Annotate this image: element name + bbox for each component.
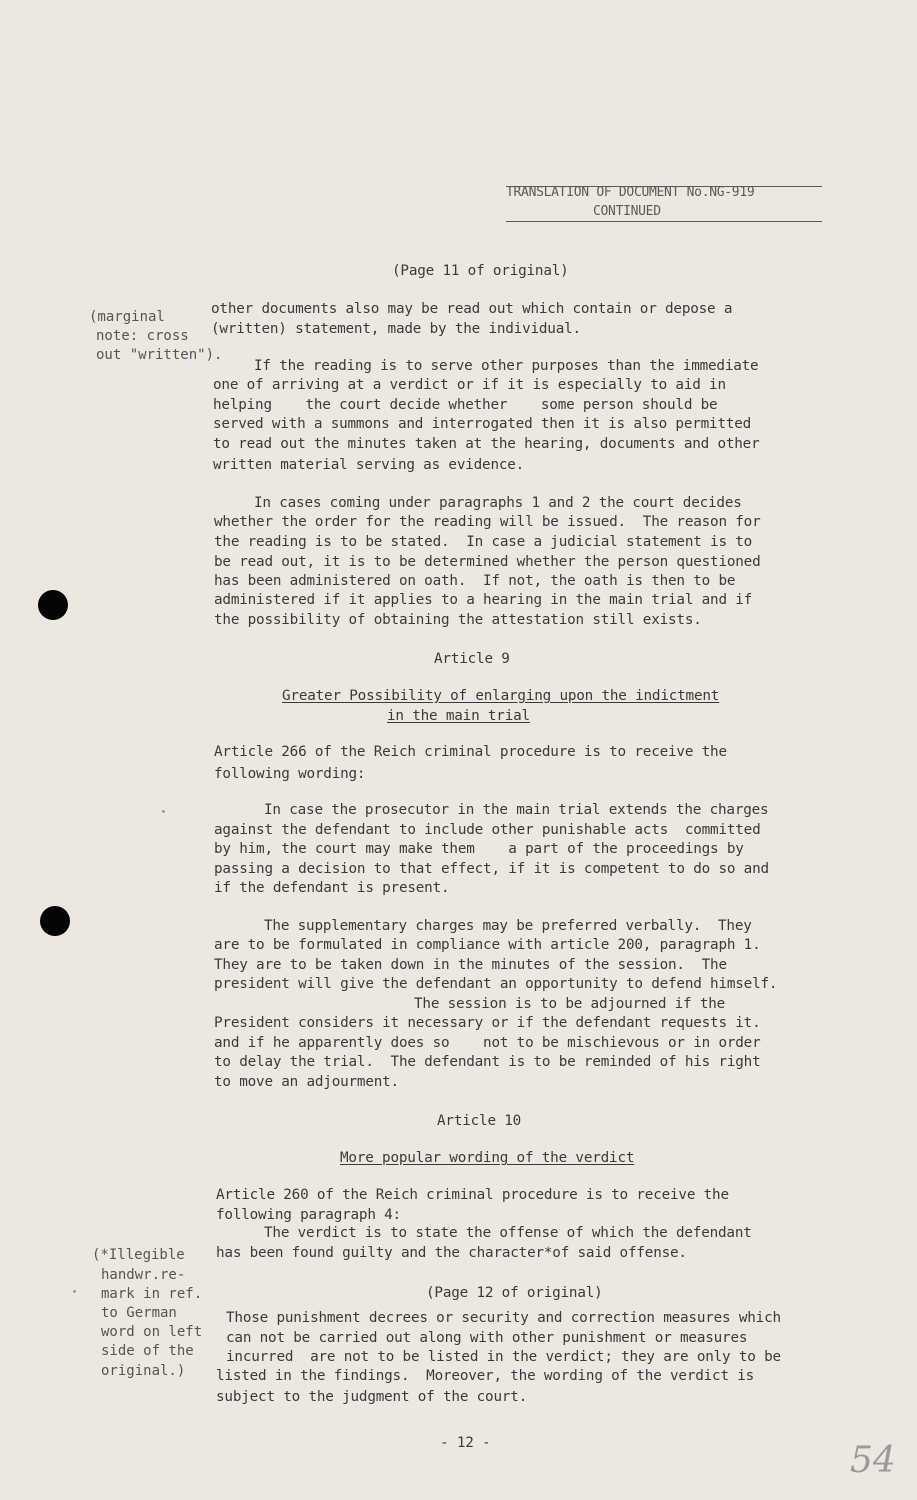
text-line: Those punishment decrees or security and correction measures which xyxy=(226,1310,781,1326)
header-rule-bottom xyxy=(506,221,822,222)
margin-note-line: mark in ref. xyxy=(101,1286,203,1302)
text-line: following paragraph 4: xyxy=(216,1207,401,1223)
text-line: are to be formulated in compliance with article 200, paragraph 1. xyxy=(214,937,761,953)
margin-note-line: out "written"). xyxy=(96,347,223,363)
document-title: TRANSLATION OF DOCUMENT No.NG-919 xyxy=(506,185,755,200)
text-line: and if he apparently does so not to be mischievous or in order xyxy=(214,1035,761,1051)
text-line: passing a decision to that effect, if it is competent to do so and xyxy=(214,861,769,877)
speck xyxy=(73,1290,76,1293)
text-line: In case the prosecutor in the main trial extends the charges xyxy=(264,802,769,818)
text-line: Article 260 of the Reich criminal procedure is to receive the xyxy=(216,1187,729,1203)
punch-hole-icon xyxy=(40,906,70,936)
text-line: The supplementary charges may be preferred verbally. They xyxy=(264,918,752,934)
text-line: has been found guilty and the character*of said offense. xyxy=(216,1245,687,1261)
article-9-title: in the main trial xyxy=(387,708,530,724)
text-line: following wording: xyxy=(214,766,366,782)
text-line: The session is to be adjourned if the xyxy=(414,996,726,1012)
text-line: incurred are not to be listed in the verdict; they are only to be xyxy=(226,1349,781,1365)
text-line: President considers it necessary or if the defendant requests it. xyxy=(214,1015,761,1031)
margin-note-line: original.) xyxy=(101,1363,186,1379)
margin-note-line: note: cross xyxy=(96,328,189,344)
text-line: be read out, it is to be determined whether the person questioned xyxy=(214,554,761,570)
margin-note-line: to German xyxy=(101,1305,177,1321)
margin-note-line: (*Illegible xyxy=(92,1247,185,1263)
article-9-title: Greater Possibility of enlarging upon the indictment xyxy=(282,688,720,704)
text-line: to read out the minutes taken at the hearing, documents and other xyxy=(213,436,760,452)
text-line: written material serving as evidence. xyxy=(213,457,525,473)
text-line: served with a summons and interrogated then it is also permitted xyxy=(213,416,752,432)
page-number: - 12 - xyxy=(440,1435,491,1451)
text-line: whether the order for the reading will be issued. The reason for xyxy=(214,514,761,530)
text-line: If the reading is to serve other purposes than the immediate xyxy=(254,358,759,374)
text-line: if the defendant is present. xyxy=(214,880,450,896)
text-line: to move an adjourment. xyxy=(214,1074,399,1090)
page-reference-11: (Page 11 of original) xyxy=(392,263,569,279)
margin-note-line: (marginal xyxy=(89,309,165,325)
text-line: other documents also may be read out which contain or depose a xyxy=(211,301,733,317)
page-reference-12: (Page 12 of original) xyxy=(426,1285,603,1301)
text-line: can not be carried out along with other punishment or measures xyxy=(226,1330,748,1346)
text-line: listed in the findings. Moreover, the wording of the verdict is xyxy=(216,1368,755,1384)
punch-hole-icon xyxy=(38,590,68,620)
text-line: They are to be taken down in the minutes of the session. The xyxy=(214,957,727,973)
text-line: one of arriving at a verdict or if it is especially to aid in xyxy=(213,377,726,393)
text-line: Article 266 of the Reich criminal procedure is to receive the xyxy=(214,744,727,760)
article-10-title: More popular wording of the verdict xyxy=(340,1150,635,1166)
text-line: subject to the judgment of the court. xyxy=(216,1389,528,1405)
folio-number: 54 xyxy=(850,1440,896,1481)
text-line: the possibility of obtaining the attestation still exists. xyxy=(214,612,702,628)
margin-note-line: handwr.re- xyxy=(101,1267,186,1283)
text-line: administered if it applies to a hearing in the main trial and if xyxy=(214,592,753,608)
margin-note-line: word on left xyxy=(101,1324,203,1340)
speck xyxy=(162,810,165,813)
article-9-heading: Article 9 xyxy=(434,651,510,667)
article-10-heading: Article 10 xyxy=(437,1113,522,1129)
text-line: The verdict is to state the offense of which the defendant xyxy=(264,1225,752,1241)
text-line: (written) statement, made by the individual. xyxy=(211,321,581,337)
text-line: the reading is to be stated. In case a judicial statement is to xyxy=(214,534,753,550)
text-line: president will give the defendant an opportunity to defend himself. xyxy=(214,976,778,992)
document-subtitle: CONTINUED xyxy=(593,204,661,219)
text-line: by him, the court may make them a part of the proceedings by xyxy=(214,841,744,857)
text-line: In cases coming under paragraphs 1 and 2 the court decides xyxy=(254,495,742,511)
text-line: to delay the trial. The defendant is to be reminded of his right xyxy=(214,1054,761,1070)
margin-note-line: side of the xyxy=(101,1343,194,1359)
text-line: has been administered on oath. If not, the oath is then to be xyxy=(214,573,736,589)
text-line: helping the court decide whether some person should be xyxy=(213,397,718,413)
text-line: against the defendant to include other punishable acts committed xyxy=(214,822,761,838)
